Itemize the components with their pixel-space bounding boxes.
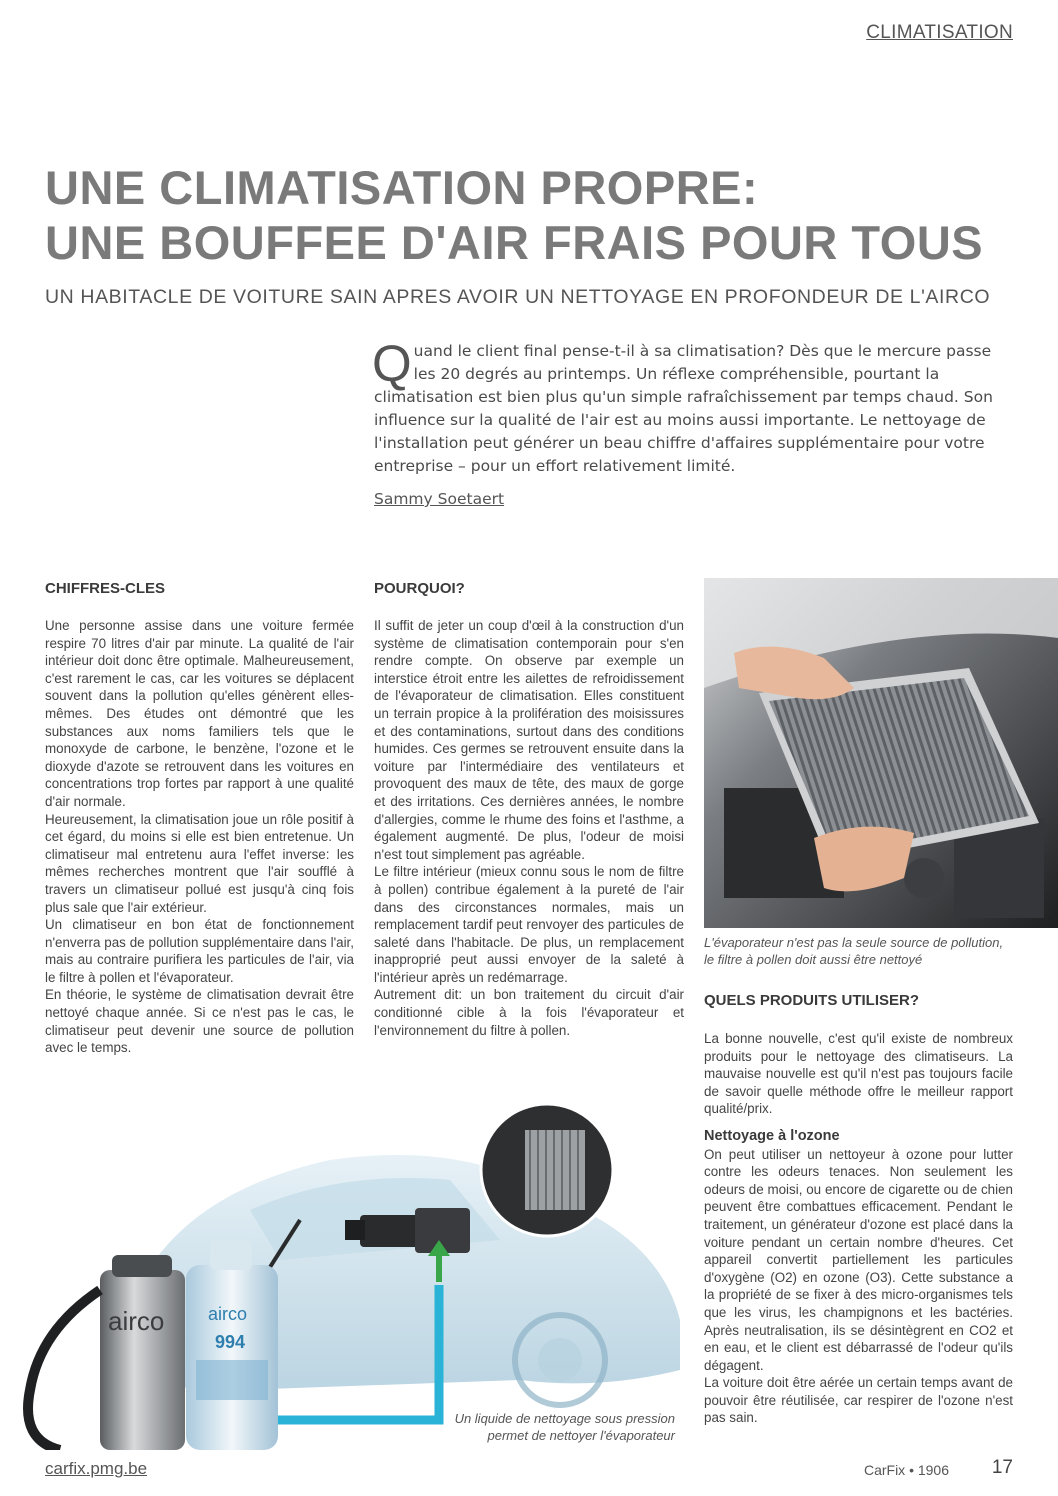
pollen-filter-image bbox=[704, 578, 1058, 928]
col2-body bbox=[374, 617, 684, 1039]
col1-body bbox=[45, 617, 354, 1057]
col1-paragraph: Heureusement, la climatisation joue un rôle positif à cet égard, du moins si elle est bien entretenue. Un climatiseur mal entretenu aura l'effet inverse: les mêmes recherches montrent que l'air soufflé à travers un climatiseur pollué est jusqu'à cinq fois plus sale que l'air extérieur. bbox=[45, 811, 354, 915]
col1-heading: CHIFFRES-CLES bbox=[45, 580, 165, 597]
illustration-caption-line-2: permet de nettoyer l'évaporateur bbox=[487, 1428, 675, 1443]
page-subtitle: UN HABITACLE DE VOITURE SAIN APRES AVOIR UN NETTOYAGE EN PROFONDEUR DE L'AIRCO bbox=[45, 286, 991, 308]
col1-paragraph: Un climatiseur en bon état de fonctionnement n'enverra pas de pollution supplémentaire dans l'air, mais au contraire purifiera les particules de l'air, via le filtre à pollen et l'évaporateur. bbox=[45, 917, 354, 985]
col2-heading: POURQUOI? bbox=[374, 580, 465, 597]
bottle-brand-text: airco bbox=[208, 1304, 248, 1324]
title-line-1: UNE CLIMATISATION PROPRE: bbox=[45, 161, 759, 214]
col3-heading: QUELS PRODUITS UTILISER? bbox=[704, 992, 920, 1009]
intro-text: uand le client final pense-t-il à sa climatisation? Dès que le mercure passe les 20 degrés au printemps. Un réflexe compréhensible, pourtant la climatisation est bien plus qu'un simple rafraîchissement par temps chaud. Son influence sur la qualité de l'air est au moins aussi importante. Le nettoyage de l'installation peut générer un beau chiffre d'affaires supplémentaire pour votre entreprise – pour un effort relativement limité. bbox=[374, 342, 993, 475]
title-line-2: UNE BOUFFEE D'AIR FRAIS POUR TOUS bbox=[45, 216, 984, 269]
col2-paragraph: Le filtre intérieur (mieux connu sous le nom de filtre à pollen) contribue également à la pureté de l'air dans des circonstances normales, mais un remplacement tardif peut renvoyer des particules de saleté dans l'habitacle. De plus, un remplacement inapproprié peut aussi envoyer de la saleté à l'intérieur après un redémarrage. bbox=[374, 864, 684, 985]
can-brand-text: airco bbox=[108, 1306, 165, 1336]
footer-website-link[interactable]: carfix.pmg.be bbox=[45, 1459, 148, 1478]
photo-caption-line-2: le filtre à pollen doit aussi être nettoyé bbox=[704, 952, 923, 967]
col3-paragraph: La bonne nouvelle, c'est qu'il existe de nombreux produits pour le nettoyage des climatiseurs. La mauvaise nouvelle est qu'il n'est pas toujours facile de savoir quelle méthode offre le meilleur rapport qualité/prix. bbox=[704, 1031, 1013, 1117]
drop-cap: Q bbox=[372, 335, 412, 392]
col2-paragraph: Il suffit de jeter un coup d'œil à la construction d'un système de climatisation contemporain pour s'en rendre compte. On observe par exemple un interstice étroit entre les ailettes de refroidissement de l'évaporateur de climatisation. Elles constituent un terrain propice à la prolifération des moisissures et des contaminations, surtout dans des conditions humides. Ces germes se retrouvent ensuite dans la voiture par l'intermédiaire des ventilateurs et provoquent des maux de tête, des maux de gorge et des irritations. Ces dernières années, le nombre d'allergies, comme le rhume des foins et l'asthme, a également augmenté. De plus, l'odeur de moisi n'est tout simplement pas agréable. bbox=[374, 618, 684, 862]
ozone-subheading: Nettoyage à l'ozone bbox=[704, 1127, 840, 1144]
col3-body bbox=[704, 1030, 1013, 1427]
ozone-paragraph: La voiture doit être aérée un certain temps avant de pouvoir être réutilisée, car respirer de l'ozone n'est pas sain. bbox=[704, 1375, 1013, 1426]
ozone-paragraph: On peut utiliser un nettoyeur à ozone pour lutter contre les odeurs tenaces. Non seulement les odeurs de moisi, ou encore de cigarette ou de chien peuvent être combattues efficacement. Pendant le traitement, un générateur d'ozone est placé dans la voiture pendant un certain nombre d'heures. Cet appareil convertit partiellement les particules d'oxygène (O2) en ozone (O3). Cette substance a la propriété de se fixer à des micro-organismes tels que les virus, les champignons et les bactéries. Après neutralisation, ils se désintègrent en CO2 et en eau, et le client est débarrassé de l'odeur qu'ils dégagent. bbox=[704, 1146, 1013, 1373]
photo-caption bbox=[704, 934, 1044, 968]
author-link[interactable]: Sammy Soetaert bbox=[374, 490, 505, 508]
col1-paragraph: Une personne assise dans une voiture fermée respire 70 litres d'air par minute. La qualité de l'air intérieur doit donc être optimale. Malheureusement, c'est rarement le cas, car les voitures se déplacent souvent dans la pollution qu'elles génèrent elles-mêmes. Des études ont démontré que les substances aux noms familiers tels que le monoxyde de carbone, le benzène, l'ozone et le dioxyde d'azote se retrouvent dans les voitures en concentrations trop fortes par rapport à une qualité d'air normale. bbox=[45, 618, 354, 809]
intro-paragraph bbox=[372, 335, 1014, 478]
footer-publication: CarFix • 1906 bbox=[863, 1462, 949, 1478]
bottle-number-text: 994 bbox=[215, 1332, 246, 1352]
illustration-caption bbox=[440, 1410, 675, 1444]
photo-caption-line-1: L'évaporateur n'est pas la seule source de pollution, bbox=[704, 935, 1004, 950]
cleaning-illustration bbox=[0, 1090, 700, 1450]
page-number: 17 bbox=[991, 1457, 1013, 1478]
illustration-caption-line-1: Un liquide de nettoyage sous pression bbox=[454, 1411, 675, 1426]
page-title bbox=[45, 160, 1025, 270]
car-cleaning-image bbox=[0, 1090, 700, 1450]
col2-paragraph: Autrement dit: un bon traitement du circuit d'air conditionné cible à la fois l'évaporateur et l'environnement du filtre à pollen. bbox=[374, 987, 684, 1038]
col1-paragraph: En théorie, le système de climatisation devrait être nettoyé chaque année. Si ce n'est pas le cas, le climatiseur peut devenir une source de pollution avec le temps. bbox=[45, 987, 354, 1056]
pollen-filter-photo bbox=[704, 578, 1058, 928]
section-tag: CLIMATISATION bbox=[866, 22, 1013, 43]
